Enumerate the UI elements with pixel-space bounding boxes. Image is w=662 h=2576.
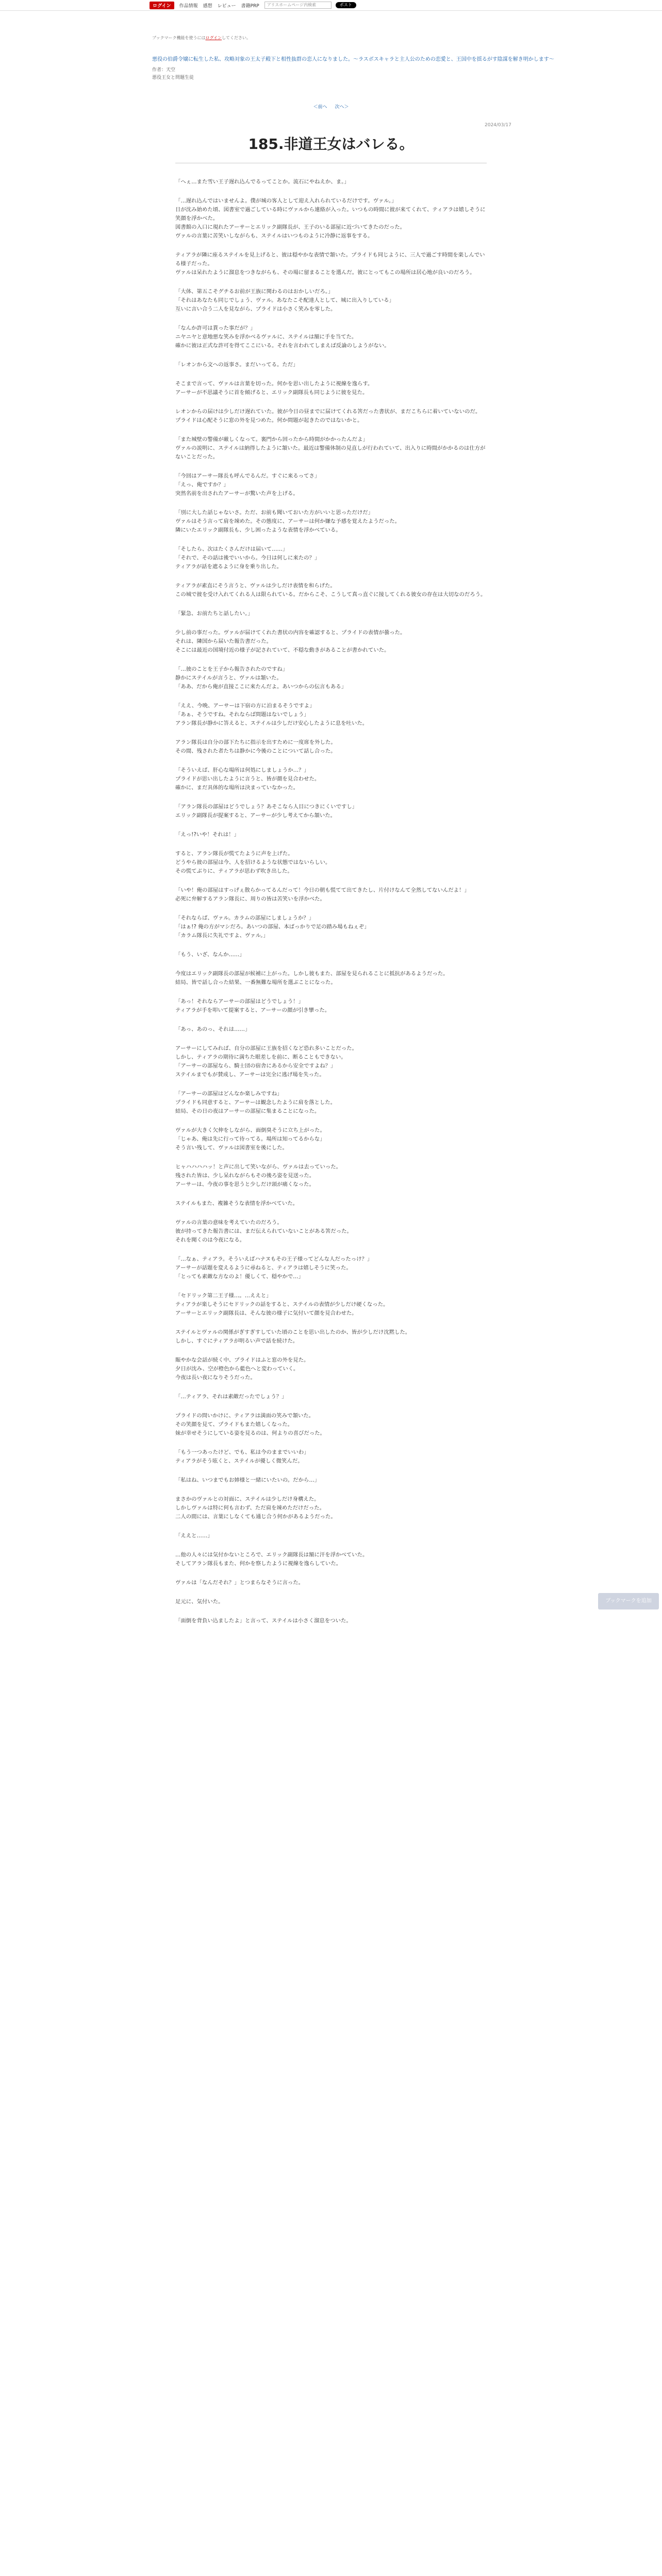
body-paragraph: 「ええと……」 bbox=[175, 1533, 213, 1539]
nav-link-info[interactable]: 作品情報 bbox=[179, 3, 198, 9]
floating-bookmark-button[interactable]: ブックマークを追加 bbox=[598, 1593, 659, 1609]
chapter-body bbox=[175, 178, 487, 1636]
body-paragraph: 「アラン隊長の部屋はどうでしょう？あそこなら人目につきにくいですし」 エリック副隊長が提案すると、アーサーが少し考えてから頷いた。 bbox=[175, 804, 358, 819]
nav-link-pdf[interactable]: 書籍PRP bbox=[241, 3, 259, 9]
notice-suffix: してください。 bbox=[222, 36, 251, 40]
body-paragraph: 「あっ、あのっ、それは……」 bbox=[175, 1026, 251, 1032]
body-paragraph: 「アーサーの部屋はどんなか楽しみですね」 プライドも同意すると、アーサーは観念したように肩を落とした。 結局、その日の夜はアーサーの部屋に集まることになった。 bbox=[175, 1091, 336, 1114]
body-paragraph: 賑やかな会話が続く中、プライドはふと窓の外を見た。 夕日が沈み、空が橙色から藍色へと変わっていく。 今夜は長い夜になりそうだった。 bbox=[175, 1357, 309, 1381]
body-paragraph: ヴァルの言葉の意味を考えていたのだろう。 彼が持ってきた報告書には、まだ伝えられていないことがある筈だった。 それを聞くのは今夜になる。 bbox=[175, 1219, 352, 1243]
bookmark-notice bbox=[152, 35, 251, 41]
notice-login-link[interactable]: ログイン bbox=[205, 36, 222, 40]
body-paragraph: ステイルもまた、複雑そうな表情を浮かべていた。 bbox=[175, 1200, 299, 1207]
login-button[interactable]: ログイン bbox=[150, 2, 174, 9]
chapter-title: 185.非道王女はバレる。 bbox=[248, 135, 414, 152]
chapter-date: 2024/03/17 bbox=[485, 123, 511, 128]
body-paragraph: 「私はね、いつまでもお姉様と一緒にいたいの。だから…」 bbox=[175, 1477, 320, 1483]
body-paragraph: 「もう一つあったけど、でも、私は今のままでいいわ」 ティアラがそう呟くと、ステイルが優しく微笑んだ。 bbox=[175, 1449, 309, 1464]
body-paragraph: 「えっ!?いや！それは！」 bbox=[175, 832, 239, 838]
body-paragraph: 今度はエリック副隊長の部屋が候補に上がった。しかし彼もまた、部屋を見られることに抵抗があるようだった。 結局、皆で話し合った結果、一番無難な場所を選ぶことになった。 bbox=[175, 971, 449, 986]
topbar-inner bbox=[150, 2, 356, 9]
body-paragraph: 「レオンから文への返事さ。まだいってる。ただ」 bbox=[175, 362, 299, 368]
body-paragraph: 「あっ！それならアーサーの部屋はどうでしょう！」 ティアラが手を叩いて提案すると、アーサーの顔が引き攣った。 bbox=[175, 998, 330, 1013]
body-paragraph: 「それならば、ヴァル。カラムの部屋にしましょうか？」 「はぁ!? 俺の方がマシだろ。あいつの部屋、本ばっかりで足の踏み場もねぇぞ」 「カラム隊長に失礼ですよ、ヴァル。」 bbox=[175, 915, 370, 939]
body-paragraph: …他の人々には気付かないところで、エリック副隊長は額に汗を浮かべていた。 そしてアラン隊長もまた、何かを察したように視線を逸らしていた。 bbox=[175, 1552, 368, 1567]
body-paragraph: 足元に、気付いた。 bbox=[175, 1599, 224, 1605]
author-name[interactable]: 作者：天空 bbox=[152, 67, 176, 73]
body-paragraph: ティアラが素直にそう言うと、ヴァルは少しだけ表情を和らげた。 この城で彼を受け入れてくれる人は限られている。だからこそ、こうして真っ直ぐに接してくれる彼女の存在は大切なのだろう。 bbox=[175, 583, 486, 598]
body-paragraph: ヴァルは「なんだそれ？」とつまらなそうに言った。 bbox=[175, 1580, 304, 1586]
body-paragraph: まさかのヴァルとの対面に、ステイルは少しだけ身構えた。 しかしヴァルは特に何も言わず、ただ肩を竦めただけだった。 二人の間には、言葉にしなくても通じ合う何かがあるようだった。 bbox=[175, 1496, 336, 1520]
body-paragraph: 「大体、第五こそグチるお前が王族に関わるのはおかしいだろ。」 「それはあなたも同じでしょう、ヴァル。あなたこそ配達人として、城に出入りしている」 互いに言い合う二人を見ながら、プライドは小さく笑みを零した。 bbox=[175, 289, 394, 312]
search-input[interactable]: アリスホームページ内検索 bbox=[264, 2, 332, 9]
body-paragraph: 「…彼のことを王子から報告されたのですね」 静かにステイルが言うと、ヴァルは頷いた。 「ああ、だから俺が直接ここに来たんだよ。あいつからの伝言もある」 bbox=[175, 666, 347, 690]
prev-chapter-link[interactable]: ＜前へ bbox=[313, 105, 327, 110]
body-paragraph: そこまで言って、ヴァルは言葉を切った。何かを思い出したように視線を逸らす。 アーサーが不思議そうに首を傾げると、エリック副隊長も同じように彼を見た。 bbox=[175, 381, 373, 396]
body-paragraph: 「いや！俺の部屋はすっげぇ散らかってるんだって！今日の朝も慌てて出てきたし、片付けなんて全然してないんだよ！」 必死に弁解するアラン隊長に、周りの皆は苦笑いを浮かべた。 bbox=[175, 887, 470, 902]
body-paragraph: 「なんか許可は貰った事だが？」 ニヤニヤと意地悪な笑みを浮かべるヴァルに、ステイルは額に手を当てた。 確かに彼は正式な許可を得てここにいる。それを言われてしまえば反論のしようがない。 bbox=[175, 325, 390, 349]
x-share-button[interactable]: ポスト bbox=[336, 2, 356, 8]
body-paragraph: 「面倒を背負い込ましたよ」と言って、ステイルは小さく溜息をついた。 bbox=[175, 1618, 352, 1624]
body-paragraph: プライドの問いかけに、ティアラは満面の笑みで頷いた。 その笑顔を見て、プライドもまた嬉しくなった。 妹が幸せそうにしている姿を見るのは、何よりの喜びだった。 bbox=[175, 1413, 325, 1436]
body-paragraph: 「また城壁の警備が厳しくなって。裏門から回ったから時間がかかったんだよ」 ヴァルの説明に、ステイルは納得したように頷いた。最近は警備体制の見直しが行われていて、出入りに時間がかかるのは仕方がないことだった。 bbox=[175, 436, 486, 460]
series-name[interactable]: 悪役王女と問題生徒 bbox=[152, 75, 194, 80]
body-paragraph: レオンからの届けは少しだけ遅れていた。彼が今日の昼までに届けてくれる筈だった書状が、まだこちらに着いていないのだ。 プライドは心配そうに窓の外を見つめた。何か問題が起きたのではないかと。 bbox=[175, 409, 481, 423]
body-paragraph: 少し前の事だった。ヴァルが届けてくれた書状の内容を確認すると、プライドの表情が曇った。 それは、隣国から届いた報告書だった。 そこには最近の国境付近の様子が記されていて、不穏な動きがあることが書かれていた。 bbox=[175, 630, 406, 653]
pager-top bbox=[0, 103, 662, 110]
body-paragraph: 「…なぁ、ティアラ。そういえばハナヌもその王子様ってどんな人だったっけ？」 アーサーが話題を変えるように尋ねると、ティアラは嬉しそうに笑った。 「とっても素敵な方なのよ！優しくて、穏やかで…」 bbox=[175, 1256, 373, 1280]
body-paragraph: 「そういえば、肝心な場所は何処にしましょうか…？」 プライドが思い出したように言うと、皆が顔を見合わせた。 確かに、まだ具体的な場所は決まっていなかった。 bbox=[175, 767, 320, 791]
body-paragraph: ステイルとヴァルの関係がぎすぎすしていた頃のことを思い出したのか、皆が少しだけ沈黙した。 しかし、すぐにティアラが明るい声で話を続けた。 bbox=[175, 1329, 411, 1344]
body-paragraph: 「今回はアーサー隊長も呼んでるんだ。すぐに来るってさ」 「えっ、俺ですか？」 突然名前を出されたアーサーが驚いた声を上げる。 bbox=[175, 473, 320, 497]
notice-prefix: ブックマーク機能を使うには bbox=[152, 36, 206, 40]
work-title-link[interactable]: 悪役の伯爵令嬢に転生した私、攻略対象の王太子殿下と相性抜群の恋人になりました。〜ラスボスキャラと主人公のための恋愛と、王国中を揺るがす陰謀を解き明かします〜 bbox=[152, 57, 554, 62]
body-paragraph: すると、アラン隊長が慌てたように声を上げた。 どうやら彼の部屋は今、人を招けるような状態ではないらしい。 その慌てぶりに、ティアラが思わず吹き出した。 bbox=[175, 851, 331, 874]
next-chapter-link[interactable]: 次へ＞ bbox=[335, 105, 349, 110]
body-paragraph: 「…遅れ込んではいませんよ。僕が城の客人として迎え入れられているだけです。ヴァル。」 日が沈み始めた頃、図書室で過ごしている時にヴァルから連絡が入った。いつもの時間に彼が来てくれて、ティアラは嬉しそうに笑顔を浮かべた。 図書館の入口に現れたアーサーとエリック副隊長が、王子のいる部屋に近づいてきたのだった。 ヴァルの言葉に苦笑いしながらも、ステイルはいつものように冷静に返事をする。 bbox=[175, 198, 486, 239]
body-paragraph: 「そしたら、次はたくさんだけは届いて……」 「それで、その話は後でいいから。今日は何しに来たの？」 ティアラが話を遮るように身を乗り出した。 bbox=[175, 546, 320, 570]
nav-link-impressions[interactable]: 感想 bbox=[203, 3, 212, 9]
top-navigation-bar bbox=[0, 0, 662, 11]
body-paragraph: 「へぇ…また雪い王子遅れ込んでるってことか。流石にやねえか、ま。」 bbox=[175, 179, 350, 185]
body-paragraph: アーサーにしてみれば、自分の部屋に王族を招くなど恐れ多いことだった。 しかし、ティアラの期待に満ちた眼差しを前に、断ることもできない。 「アーサーの部屋なら、騎士団の宿舎にあるから安全ですよね？」 ステイルまでもが賛成し、アーサーは完全に逃げ場を失った。 bbox=[175, 1045, 357, 1078]
body-paragraph: ティアラが隣に座るステイルを見上げると、彼は穏やかな表情で頷いた。プライドも同じように、三人で過ごす時間を楽しんでいる様子だった。 ヴァルは呆れたように溜息をつきながらも、その場に留まることを選んだ。彼にとってもこの場所は居心地が良いのだろう。 bbox=[175, 252, 485, 276]
body-paragraph: 「ええ、今晩、アーサーは下宿の方に泊まるそうですよ」 「あぁ、そうですね。それならば問題はないでしょう」 アラン隊長が静かに答えると、ステイルは少しだけ安心したように息を吐いた。 bbox=[175, 703, 368, 726]
body-paragraph: 「もう、いざ、なんか……」 bbox=[175, 952, 245, 958]
body-paragraph: 「セドリック第二王子様…。…ええと」 ティアラが楽しそうにセドリックの話をすると、ステイルの表情が少しだけ硬くなった。 アーサーとエリック副隊長は、そんな彼の様子に気付いて顔を見合わせた。 bbox=[175, 1293, 389, 1316]
body-paragraph: 「…ティアラ、それは素敵だったでしょう？」 bbox=[175, 1394, 287, 1400]
body-paragraph: ヒャハハハハッ！と声に出して笑いながら、ヴァルは去っていった。 残された皆は、少し呆れながらもその後ろ姿を見送った。 アーサーは、今夜の事を思うと少しだけ頭が痛くなった。 bbox=[175, 1164, 342, 1188]
body-paragraph: 「別に大した話じゃないさ。ただ、お前も聞いておいた方がいいと思っただけだ」 ヴァルはそう言って肩を竦めた。その態度に、アーサーは何か嫌な予感を覚えたようだった。 隣にいたエリック副隊長も、少し困ったような表情を浮かべている。 bbox=[175, 510, 400, 533]
body-paragraph: アラン隊長は自分の部下たちに指示を出すために一度席を外した。 その間、残された者たちは静かに今後のことについて話し合った。 bbox=[175, 739, 336, 754]
body-paragraph: ヴァルが大きく欠伸をしながら、面倒臭そうに立ち上がった。 「じゃあ、俺は先に行って待ってる。場所は知ってるからな」 そう言い残して、ヴァルは図書室を後にした。 bbox=[175, 1127, 325, 1151]
body-paragraph: 「緊急、お前たちと話したい。」 bbox=[175, 611, 253, 617]
nav-link-review[interactable]: レビュー bbox=[217, 3, 236, 9]
